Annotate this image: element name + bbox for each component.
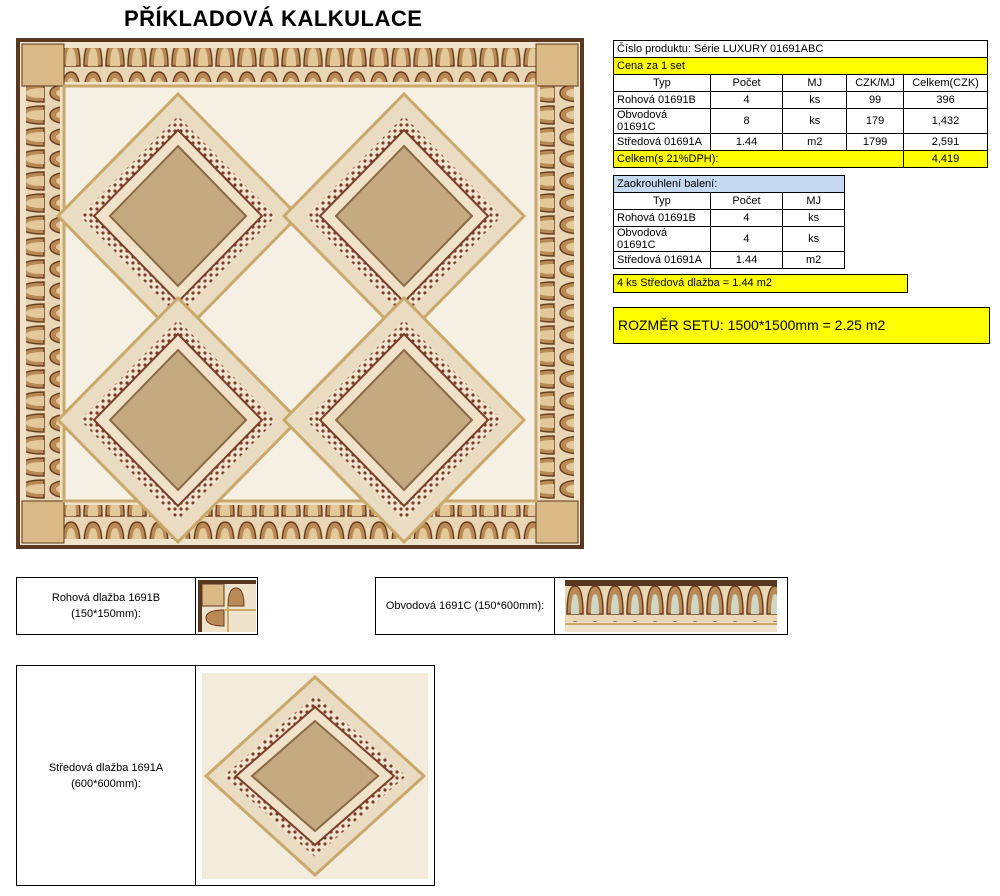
conversion-note: 4 ks Středová dlažba = 1.44 m2 xyxy=(613,274,908,293)
cell-celkem: 1,432 xyxy=(904,109,988,134)
header-czk-mj: CZK/MJ xyxy=(847,75,904,92)
table-row xyxy=(614,227,845,252)
price-section-label: Cena za 1 set xyxy=(614,58,988,75)
product-number: Číslo produktu: Série LUXURY 01691ABC xyxy=(614,41,988,58)
header-typ: Typ xyxy=(614,75,711,92)
cell-czk-mj: 1799 xyxy=(847,134,904,151)
tile-set-image xyxy=(16,38,584,549)
price-table xyxy=(613,40,988,168)
table-row xyxy=(614,92,988,109)
cell-mj: ks xyxy=(783,210,845,227)
cell-pocet: 4 xyxy=(710,92,783,109)
cell-pocet: 8 xyxy=(710,109,783,134)
cell-pocet: 4 xyxy=(710,227,783,252)
cell-mj: ks xyxy=(783,92,847,109)
edge-tile-label: Obvodová 1691C (150*600mm): xyxy=(376,578,555,634)
corner-tile-image xyxy=(196,578,257,634)
cell-czk-mj: 179 xyxy=(847,109,904,134)
cell-mj: m2 xyxy=(783,134,847,151)
cell-mj: m2 xyxy=(783,252,845,269)
page-title: PŘÍKLADOVÁ KALKULACE xyxy=(124,6,423,31)
edge-tile-image xyxy=(555,578,787,634)
cell-typ: Rohová 01691B xyxy=(614,210,711,227)
center-tile-box xyxy=(16,665,435,886)
rounding-section-label: Zaokrouhlení balení: xyxy=(614,176,845,193)
corner-tile-size: (150*150mm): xyxy=(71,608,141,620)
center-tile-label xyxy=(17,666,196,885)
header-typ: Typ xyxy=(614,193,711,210)
center-tile-name: Středová dlažba 1691A xyxy=(48,761,164,774)
rounding-table xyxy=(613,175,845,269)
corner-tile-box xyxy=(16,577,258,635)
cell-typ: Středová 01691A xyxy=(614,252,711,269)
header-pocet: Počet xyxy=(710,193,783,210)
edge-tile-box xyxy=(375,577,788,635)
cell-pocet: 1.44 xyxy=(710,252,783,269)
cell-typ: Obvodová 01691C xyxy=(614,109,711,134)
table-row xyxy=(614,252,845,269)
table-row xyxy=(614,210,845,227)
table-row xyxy=(614,109,988,134)
set-size: ROZMĚR SETU: 1500*1500mm = 2.25 m2 xyxy=(613,307,990,344)
cell-typ: Rohová 01691B xyxy=(614,92,711,109)
corner-tile-label xyxy=(17,578,196,634)
center-tile-image xyxy=(196,666,434,885)
cell-mj: ks xyxy=(783,227,845,252)
cell-pocet: 1.44 xyxy=(710,134,783,151)
header-celkem: Celkem(CZK) xyxy=(904,75,988,92)
corner-tile-name: Rohová dlažba 1691B xyxy=(51,592,161,604)
cell-czk-mj: 99 xyxy=(847,92,904,109)
cell-pocet: 4 xyxy=(710,210,783,227)
header-mj: MJ xyxy=(783,75,847,92)
cell-mj: ks xyxy=(783,109,847,134)
table-row xyxy=(614,134,988,151)
total-label: Celkem(s 21%DPH): xyxy=(614,151,904,168)
cell-celkem: 396 xyxy=(904,92,988,109)
cell-celkem: 2,591 xyxy=(904,134,988,151)
cell-typ: Obvodová 01691C xyxy=(614,227,711,252)
center-tile-size: (600*600mm): xyxy=(71,777,141,790)
header-pocet: Počet xyxy=(710,75,783,92)
total-value: 4,419 xyxy=(904,151,988,168)
cell-typ: Středová 01691A xyxy=(614,134,711,151)
header-mj: MJ xyxy=(783,193,845,210)
